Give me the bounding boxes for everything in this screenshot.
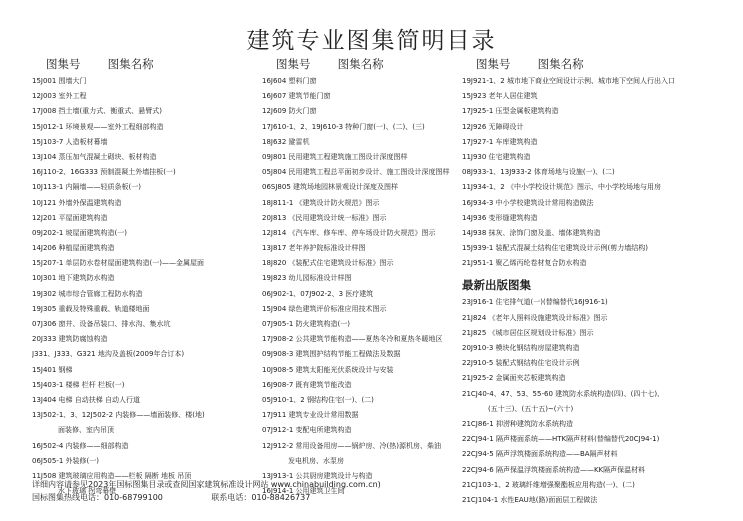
atlas-entry: 15J103-7 人造板材幕墙 xyxy=(32,137,108,146)
catalog-column-2 xyxy=(262,56,467,499)
atlas-entry: 07J905-1 防火建筑构造(一) xyxy=(262,320,350,328)
atlas-entry: 12J814 《汽车库、修车库、停车场设计防火规范》图示 xyxy=(262,228,436,237)
atlas-entry: 水下玻璃 拐弯幕壁 xyxy=(58,487,117,496)
atlas-entry: 22CJ94-5 隔声浮筑楼面系统构造——BA隔声材料 xyxy=(462,450,618,459)
atlas-entry: 11J930 住宅建筑构造 xyxy=(462,152,531,161)
atlas-entry: 15J939-1 装配式混凝土结构住宅建筑设计示例(剪力墙结构) xyxy=(462,244,648,253)
atlas-entry: 10J301 地下建筑防水构造 xyxy=(32,274,115,283)
atlas-list xyxy=(462,74,717,271)
atlas-entry: 16J908-7 既有建筑节能改造 xyxy=(262,380,352,389)
atlas-entry: 22CJ94-1 隔声楼面系统——HTK隔声材料(替编替代20CJ94-1) xyxy=(462,435,660,444)
atlas-entry: 21CJ103-1、2 玻璃纤维增强聚酯板应用构造(一)、(二) xyxy=(462,480,635,489)
header-atlas-number: 图集号 xyxy=(476,57,511,71)
hotline-label: 国标图集热线电话： xyxy=(32,493,104,502)
atlas-entry: 06J505-1 外装修(一) xyxy=(32,456,99,465)
atlas-entry: 08J933-1、13J933-2 体育场地与设施(一)、(二) xyxy=(462,168,615,177)
atlas-entry: 15J012-1 环境景观——室外工程细部构造 xyxy=(32,122,164,131)
atlas-entry: 20J333 建筑防腐蚀构造 xyxy=(32,335,108,344)
page-title: 建筑专业图集简明目录 xyxy=(246,28,497,54)
header-atlas-number: 图集号 xyxy=(46,57,81,71)
atlas-entry: 09J908-3 建筑围护结构节能工程做法及数据 xyxy=(262,350,401,359)
atlas-entry: 22J910-5 装配式钢结构住宅设计示例 xyxy=(462,359,580,368)
atlas-entry: 19J921-1、2 城市地下商业空间设计示例、城市地下空间人行出入口 xyxy=(462,77,675,85)
atlas-entry: 20J910-3 模块化钢结构房屋建筑构造 xyxy=(462,344,580,352)
atlas-entry: 12J926 无障碍设计 xyxy=(462,122,524,131)
atlas-entry: 13J502-1、3、12J502-2 内装修——墙面装修、楼(地) xyxy=(32,411,205,420)
atlas-entry: 22CJ94-6 隔声保温浮筑楼面系统构造——KK隔声保温材料 xyxy=(462,465,646,474)
atlas-entry: 21J824 《老年人照料设施建筑设计标准》图示 xyxy=(462,313,608,322)
atlas-entry: 面装修、室内吊顶 xyxy=(58,426,114,435)
header-atlas-name: 图集名称 xyxy=(537,57,584,71)
atlas-entry: 12J609 防火门窗 xyxy=(262,107,317,116)
atlas-entry: 12J201 平屋面建筑构造 xyxy=(32,213,108,222)
atlas-entry: 17J927-1 车库建筑构造 xyxy=(462,137,538,146)
atlas-list xyxy=(32,74,232,499)
atlas-entry: 06SJ805 建筑场地园林景观设计深度及图样 xyxy=(262,183,399,192)
atlas-entry: 11J934-1、2 《中小学校设计规范》图示、中小学校场地与用房 xyxy=(462,183,661,192)
column-header xyxy=(462,56,717,71)
atlas-entry: 19J305 重载及特殊重载、轨道楼地面 xyxy=(32,304,150,313)
atlas-entry: 发电机房、水泵房 xyxy=(288,456,344,465)
atlas-entry: 11J508 建筑玻璃应用构造——栏板 隔断 地板 吊顶 xyxy=(32,471,192,480)
catalog-column-3 xyxy=(462,56,717,508)
footer-note: 详细内容请参见2023年国标图集目录或查阅国家建筑标准设计网站 www.chinabuilding.com.cn) xyxy=(32,480,381,489)
catalog-column-1 xyxy=(32,56,232,499)
hotline-phone: 010-68799100 xyxy=(104,493,163,502)
atlas-entry: 20J813 《民用建筑设计统一标准》图示 xyxy=(262,213,387,222)
atlas-entry: 23J916-1 住宅排气道(一)(替编替代16J916-1) xyxy=(462,298,608,307)
atlas-entry: 15J001 围墙大门 xyxy=(32,77,87,85)
atlas-entry: 06J902-1、07J902-2、3 医疗建筑 xyxy=(262,289,374,298)
atlas-entry: 15J401 钢梯 xyxy=(32,365,73,374)
atlas-entry: 21CJ40-4、47、53、55-60 建筑防水系统构造(四)、(四十七)、 xyxy=(462,389,665,398)
atlas-entry: 17J008 挡土墙(重力式、衡重式、悬臂式) xyxy=(32,107,163,116)
atlas-entry: 18J811-1 《建筑设计防火规范》图示 xyxy=(262,198,380,207)
atlas-entry: 16J502-4 内装修——细部构造 xyxy=(32,441,129,450)
atlas-entry: 07J306 窗井、设备吊装口、排水沟、集水坑 xyxy=(32,320,171,328)
atlas-entry: 10J908-5 建筑太阳能光伏系统设计与安装 xyxy=(262,365,394,374)
atlas-entry: 17J908-2 公共建筑节能构造——夏热冬冷和夏热冬暖地区 xyxy=(262,335,443,344)
atlas-entry: 19J302 城市综合管廊工程防水构造 xyxy=(32,289,143,298)
atlas-entry: 12J912-2 常用设备用房——锅炉房、冷(热)源机房、柴油 xyxy=(262,441,441,450)
atlas-entry: 21CJ104-1 水性EAU地(路)面面层工程做法 xyxy=(462,495,598,504)
atlas-entry: 13J104 蒸压加气混凝土砌块、板材构造 xyxy=(32,152,157,161)
atlas-entry: 18J632 避雷机 xyxy=(262,137,310,146)
atlas-entry: 16J604 塑料门窗 xyxy=(262,77,317,85)
new-publications-heading: 最新出版图集 xyxy=(462,278,531,293)
atlas-entry: 15J403-1 楼梯 栏杆 栏板(一) xyxy=(32,380,125,389)
footer xyxy=(32,478,381,504)
atlas-entry: 17J610-1、2、19J610-3 特种门窗(一)、(二)、(三) xyxy=(262,122,425,131)
atlas-entry: 21CJ86-1 抑涝种建筑防水系统构造 xyxy=(462,419,573,428)
atlas-entry: 15J923 老年人居住建筑 xyxy=(462,92,538,101)
atlas-entry: 21J925-2 金属面夹芯板建筑构造 xyxy=(462,374,566,383)
atlas-entry: 13J913-1 公共厨房建筑设计与构造 xyxy=(262,471,373,480)
atlas-entry: 21J825 《城市居住区规划设计标准》图示 xyxy=(462,328,594,337)
atlas-entry: 10J113-1 内隔墙——轻质条板(一) xyxy=(32,183,141,192)
atlas-entry: 15J904 绿色建筑评价标准应用技术图示 xyxy=(262,304,387,313)
atlas-entry: 15J207-1 单层防水卷材屋面建筑构造(一)——金属屋面 xyxy=(32,259,204,268)
header-atlas-name: 图集名称 xyxy=(337,57,384,71)
new-atlas-list xyxy=(462,295,717,508)
atlas-entry: 16J934-3 中小学校建筑设计常用构造做法 xyxy=(462,198,594,207)
atlas-entry: 17J911 建筑专业设计常用数据 xyxy=(262,411,359,420)
atlas-entry: 18J820 《装配式住宅建筑设计标准》图示 xyxy=(262,259,394,268)
header-atlas-number: 图集号 xyxy=(276,57,311,71)
atlas-entry: 13J817 老年养护院标准设计样图 xyxy=(262,244,366,253)
atlas-entry: 14J206 种植屋面建筑构造 xyxy=(32,244,115,253)
contact-phone: 010-88426737 xyxy=(251,493,311,502)
atlas-entry: 09J801 民用建筑工程建筑施工图设计深度图样 xyxy=(262,152,408,161)
atlas-entry: 12J003 室外工程 xyxy=(32,92,87,101)
atlas-entry: 14J938 抹灰、涂饰门窗及盖、墙体建筑构造 xyxy=(462,228,601,237)
atlas-list xyxy=(262,74,467,499)
atlas-entry: 16J914-1 公用建筑卫生间 xyxy=(262,487,345,496)
footer-contacts xyxy=(32,491,381,504)
atlas-entry: (五十三)、(五十五)~(六十) xyxy=(488,404,574,413)
atlas-entry: 09J202-1 坡屋面建筑构造(一) xyxy=(32,228,127,237)
atlas-entry: 10J121 外墙外保温建筑构造 xyxy=(32,198,122,207)
column-header xyxy=(32,56,232,71)
atlas-entry: 05J804 民用建筑工程总平面初步设计、施工图设计深度图样 xyxy=(262,168,450,177)
atlas-entry: 14J936 变形缝建筑构造 xyxy=(462,213,538,222)
header-atlas-name: 图集名称 xyxy=(107,57,154,71)
atlas-entry: 05J910-1、2 钢结构住宅(一)、(二) xyxy=(262,395,374,404)
atlas-entry: 16J110-2、16G333 预制混凝土外墙挂板(一) xyxy=(32,168,176,177)
atlas-entry: 21J951-1 聚乙烯丙纶卷材复合防水构造 xyxy=(462,259,587,268)
column-header xyxy=(262,56,467,71)
atlas-entry: 16J607 建筑节能门窗 xyxy=(262,92,331,101)
atlas-entry: 13J404 电梯 自动扶梯 自动人行道 xyxy=(32,395,141,404)
atlas-entry: J331、J333、G321 地沟及盖板(2009年合订本) xyxy=(32,350,185,359)
atlas-entry: 17J925-1 压型金属板建筑构造 xyxy=(462,107,559,116)
atlas-entry: 19J823 幼儿园标准设计样图 xyxy=(262,274,352,283)
atlas-entry: 07J912-1 变配电所建筑构造 xyxy=(262,426,352,435)
contact-label: 联系电话： xyxy=(211,493,252,502)
